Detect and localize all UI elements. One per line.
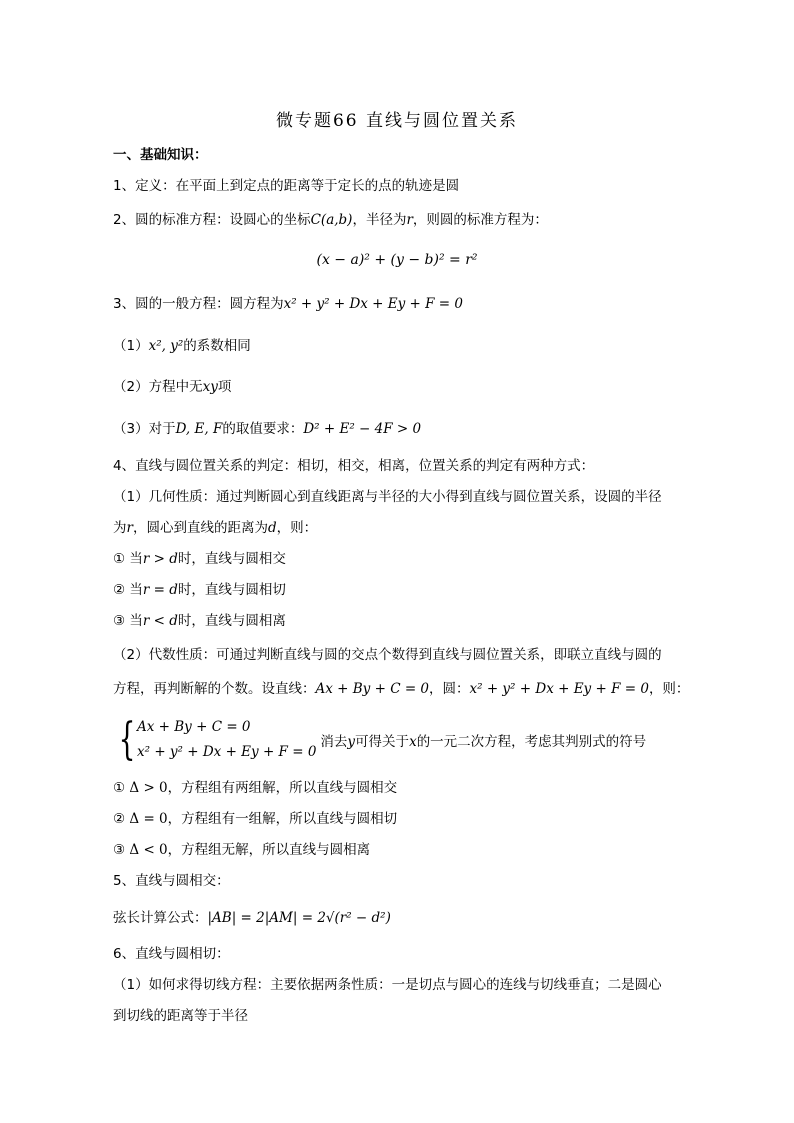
case-intersect: ① 当r > d时，直线与圆相交 bbox=[113, 551, 286, 567]
system-explanation: 消去y可得关于x的一元二次方程，考虑其判别式的符号 bbox=[320, 734, 647, 750]
chord-length-formula: 弦长计算公式：|AB| = 2|AM| = 2√(r² − d²) bbox=[113, 910, 391, 926]
system-circle-equation: x² + y² + Dx + Ey + F = 0 bbox=[137, 744, 317, 760]
geometric-method-line: （1）几何性质：通过判断圆心到直线距离与半径的大小得到直线与圆位置关系，设圆的半径 bbox=[113, 489, 662, 505]
condition-1: （1）x², y²的系数相同 bbox=[113, 338, 251, 354]
tangent-method-line: （1）如何求得切线方程：主要依据两条性质：一是切点与圆心的连线与切线垂直；二是圆心 bbox=[113, 977, 662, 993]
page-title: 微专题66 直线与圆位置关系 bbox=[275, 111, 519, 131]
section-heading: 一、基础知识： bbox=[113, 147, 208, 163]
standard-equation-intro: 2、圆的标准方程：设圆心的坐标C(a,b)，半径为r，则圆的标准方程为： bbox=[113, 212, 548, 228]
algebraic-method-line: （2）代数性质：可通过判断直线与圆的交点个数得到直线与圆位置关系，即联立直线与圆的 bbox=[113, 647, 662, 663]
position-judgment-heading: 4、直线与圆位置关系的判定：相切，相交，相离，位置关系的判定有两种方式： bbox=[113, 458, 595, 474]
discriminant-positive: ① Δ > 0，方程组有两组解，所以直线与圆相交 bbox=[113, 780, 398, 796]
geometric-method-line-cont: 为r，圆心到直线的距离为d，则： bbox=[113, 520, 318, 536]
discriminant-zero: ② Δ = 0，方程组有一组解，所以直线与圆相切 bbox=[113, 811, 398, 827]
system-line-equation: Ax + By + C = 0 bbox=[137, 719, 251, 735]
algebraic-method-line-cont: 方程，再判断解的个数。设直线：Ax + By + C = 0，圆：x² + y² + Dx + Ey + F = 0，则： bbox=[113, 681, 690, 697]
system-equations bbox=[137, 715, 316, 765]
left-brace-icon: { bbox=[118, 714, 136, 765]
general-equation-line: 3、圆的一般方程：圆方程为x² + y² + Dx + Ey + F = 0 bbox=[113, 296, 464, 312]
standard-equation-formula: (x − a)² + (y − b)² = r² bbox=[316, 252, 478, 268]
case-tangent: ② 当r = d时，直线与圆相切 bbox=[113, 582, 286, 598]
case-separate: ③ 当r < d时，直线与圆相离 bbox=[113, 613, 286, 629]
brace bbox=[113, 715, 316, 765]
definition-line: 1、定义：在平面上到定点的距离等于定长的点的轨迹是圆 bbox=[113, 178, 460, 194]
discriminant-negative: ③ Δ < 0，方程组无解，所以直线与圆相离 bbox=[113, 842, 371, 858]
tangent-method-line-cont: 到切线的距离等于半径 bbox=[113, 1008, 248, 1024]
intersect-heading: 5、直线与圆相交： bbox=[113, 873, 230, 889]
tangent-heading: 6、直线与圆相切： bbox=[113, 946, 230, 962]
condition-3: （3）对于D, E, F的取值要求：D² + E² − 4F > 0 bbox=[113, 421, 422, 437]
equation-system bbox=[113, 715, 646, 765]
condition-2: （2）方程中无xy项 bbox=[113, 379, 232, 395]
